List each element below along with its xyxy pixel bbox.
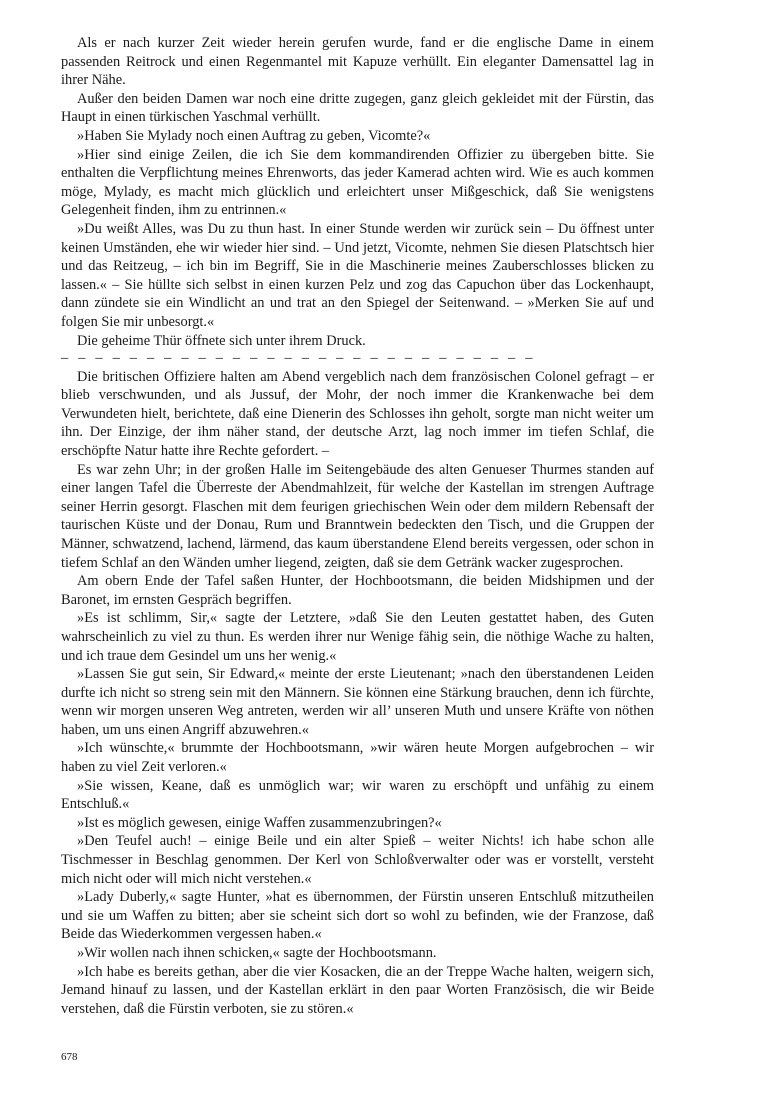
paragraph: »Lassen Sie gut sein, Sir Edward,« meinte der erste Lieutenant; »nach den überstandenen Leiden durfte ich nicht so streng sein mit den Männern. Sie können eine Stärkung brauchen, denn ich fürchte, wenn wir morgen unseren Weg antreten, werden wir all’ unseren Muth und unsere Kräfte von nöthen haben, um uns einen Angriff abzuwehren.« bbox=[61, 666, 654, 738]
page-number: 678 bbox=[61, 1051, 78, 1063]
paragraph: Es war zehn Uhr; in der großen Halle im Seitengebäude des alten Genueser Thurmes standen auf einer langen Tafel die Überreste der Abendmahlzeit, für welche der Kastellan im strengen Auftrage seiner Herrin gesorgt. Flaschen mit dem feurigen griechischen Wein oder dem mildern Rebensaft der taurischen Küste und der Donau, Rum und Branntwein bedeckten den Tisch, und die Gruppen der Männer, schwatzend, lachend, lärmend, das kaum überstandene Elend bereits vergessen, oder schon in tiefem Schlaf an den Wänden umher liegend, zeigten, daß sie dem Getränk wacker zugesprochen. bbox=[61, 461, 654, 571]
paragraph: »Du weißt Alles, was Du zu thun hast. In einer Stunde werden wir zurück sein – Du öffnest unter keinen Umständen, ehe wir wieder hier sind. – Und jetzt, Vicomte, nehmen Sie diesen Platschtsch hier und das Reitzeug, – ich bin im Begriff, Sie in die Maschinerie meines Zauberschlosses blicken zu lassen.« – Sie hüllte sich selbst in einen kurzen Pelz und zog das Capuchon über das Lockenhaupt, dann zündete sie ein Windlicht an und trat an den Spiegel der Seitenwand. – »Merken Sie auf und folgen Sie mir unbesorgt.« bbox=[61, 220, 654, 330]
paragraph: »Es ist schlimm, Sir,« sagte der Letztere, »daß Sie den Leuten gestattet haben, des Guten wahrscheinlich zu viel zu thun. Es werden ihrer nur Wenige fähig sein, die nöthige Wache zu halten, und ich traue dem Gesindel um uns her wenig.« bbox=[61, 610, 654, 664]
section-separator: – – – – – – – – – – – – – – – – – – – – – – – – – – – – bbox=[61, 350, 536, 367]
paragraph: Die britischen Offiziere halten am Abend vergeblich nach dem französischen Colonel gefragt – er blieb verschwunden, und als Jussuf, der Mohr, der noch immer die Krankenwache bei dem Verwundeten hielt, berichtete, daß eine Dienerin des Schlosses ihn geholt, sorgte man nicht weiter um ihn. Der Einzige, der ihm näher stand, der deutsche Arzt, lag noch immer im tiefen Schlaf, die erschöpfte Natur hatte ihre Rechte gefordert. – bbox=[61, 368, 654, 459]
paragraph: Am obern Ende der Tafel saßen Hunter, der Hochbootsmann, die beiden Midshipmen und der Baronet, im ernsten Gespräch begriffen. bbox=[61, 573, 654, 608]
paragraph: »Ist es möglich gewesen, einige Waffen zusammenzubringen?« bbox=[77, 814, 442, 831]
paragraph: »Hier sind einige Zeilen, die ich Sie dem kommandirenden Offizier zu übergeben bitte. Sie enthalten die Verpflichtung meines Ehrenworts, das jeder Kamerad achten wird. Wie es auch kommen möge, Mylady, es macht mich glücklich und erleichtert unser Mißgeschick, daß Sie wenigstens Gelegenheit finden, ihm zu entrinnen.« bbox=[61, 146, 654, 219]
paragraph: Außer den beiden Damen war noch eine dritte zugegen, ganz gleich gekleidet mit der Fürstin, das Haupt in einen türkischen Yaschmal verhüllt. bbox=[61, 90, 654, 126]
paragraph: Als er nach kurzer Zeit wieder herein gerufen wurde, fand er die englische Dame in einem passenden Reitrock und einen Regenmantel mit Kapuze verhüllt. Ein eleganter Damensattel lag in ihrer Nähe. bbox=[61, 35, 654, 89]
paragraph: »Ich wünschte,« brummte der Hochbootsmann, »wir wären heute Morgen aufgebrochen – wir haben zu viel Zeit verloren.« bbox=[61, 740, 654, 776]
paragraph: Die geheime Thür öffnete sich unter ihrem Druck. bbox=[77, 332, 366, 349]
paragraph: »Wir wollen nach ihnen schicken,« sagte der Hochbootsmann. bbox=[77, 945, 437, 961]
book-page bbox=[61, 34, 654, 1018]
paragraph: »Ich habe es bereits gethan, aber die vier Kosacken, die an der Treppe Wache halten, weigern sich, Jemand hinauf zu lassen, und der Kastellan erklärt in den paar Worten Französisch, die wir Beide verstehen, daß die Fürstin verboten, sie zu stören.« bbox=[61, 963, 654, 1017]
paragraph: »Den Teufel auch! – einige Beile und ein alter Spieß – weiter Nichts! ich habe schon alle Tischmesser in Beschlag genommen. Der Kerl von Schloßverwalter oder was er vorstellt, versteht mich nicht oder will mich nicht verstehen.« bbox=[61, 833, 654, 887]
paragraph: »Haben Sie Mylady noch einen Auftrag zu geben, Vicomte?« bbox=[77, 127, 431, 144]
paragraph: »Sie wissen, Keane, daß es unmöglich war; wir waren zu erschöpft und unfähig zu einem Entschluß.« bbox=[61, 777, 654, 813]
paragraph: »Lady Duberly,« sagte Hunter, »hat es übernommen, der Fürstin unseren Entschluß mitzutheilen und sie um Waffen zu bitten; aber sie scheint sich dort so wohl zu befinden, wie der Franzose, daß Beide das Wiederkommen vergessen haben.« bbox=[61, 889, 654, 943]
